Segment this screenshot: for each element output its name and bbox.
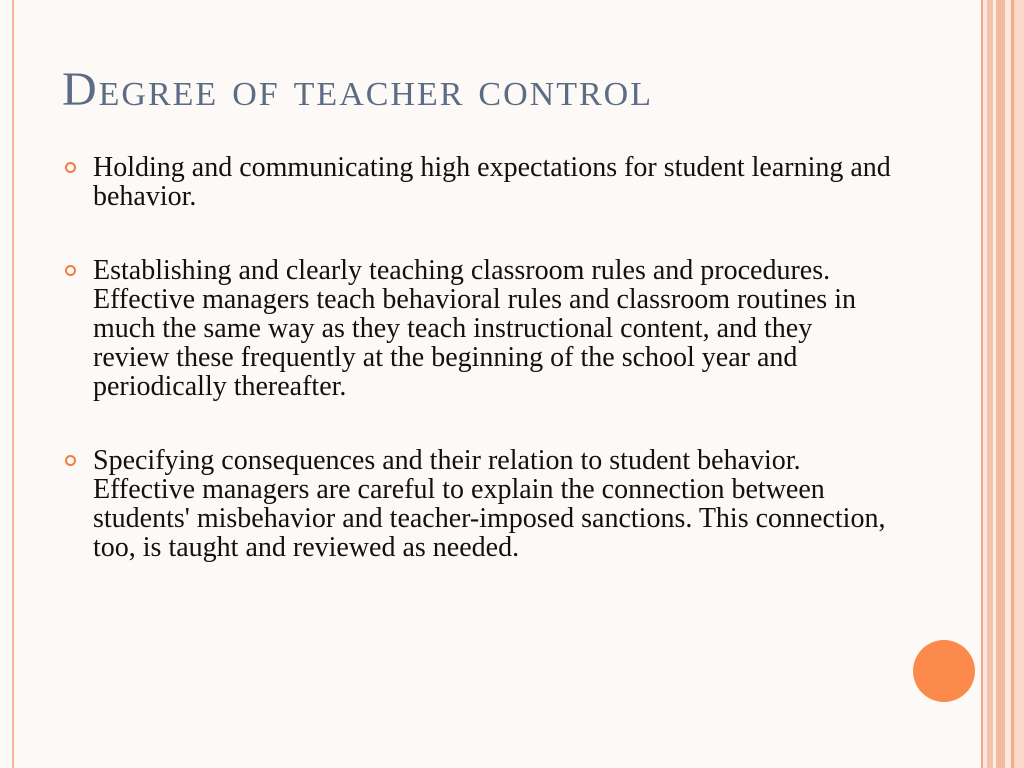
right-border-stripe xyxy=(996,0,1005,768)
right-border-stripe xyxy=(1014,0,1024,768)
bullet-item xyxy=(62,256,892,401)
bullet-list xyxy=(62,153,892,562)
bullet-item xyxy=(62,153,892,211)
decorative-orange-circle xyxy=(913,640,975,702)
bullet-text: Specifying consequences and their relation to student behavior. Effective managers are careful to explain the connection between students' misbehavior and teacher-imposed sanctions. This connection, too, is taught and reviewed as needed. xyxy=(93,445,886,563)
bullet-text: Holding and communicating high expectations for student learning and behavior. xyxy=(93,152,891,212)
bullet-text: Establishing and clearly teaching classroom rules and procedures. Effective managers teach behavioral rules and classroom routines in much the same way as they teach instructional content, and they review these frequently at the beginning of the school year and periodically thereafter. xyxy=(93,255,856,402)
bullet-item xyxy=(62,446,892,562)
bullet-circle-icon xyxy=(65,455,76,466)
left-border-rule xyxy=(12,0,14,768)
bullet-circle-icon xyxy=(65,265,76,276)
bullet-circle-icon xyxy=(65,162,76,173)
slide-title: Degree of teacher control xyxy=(62,63,653,116)
